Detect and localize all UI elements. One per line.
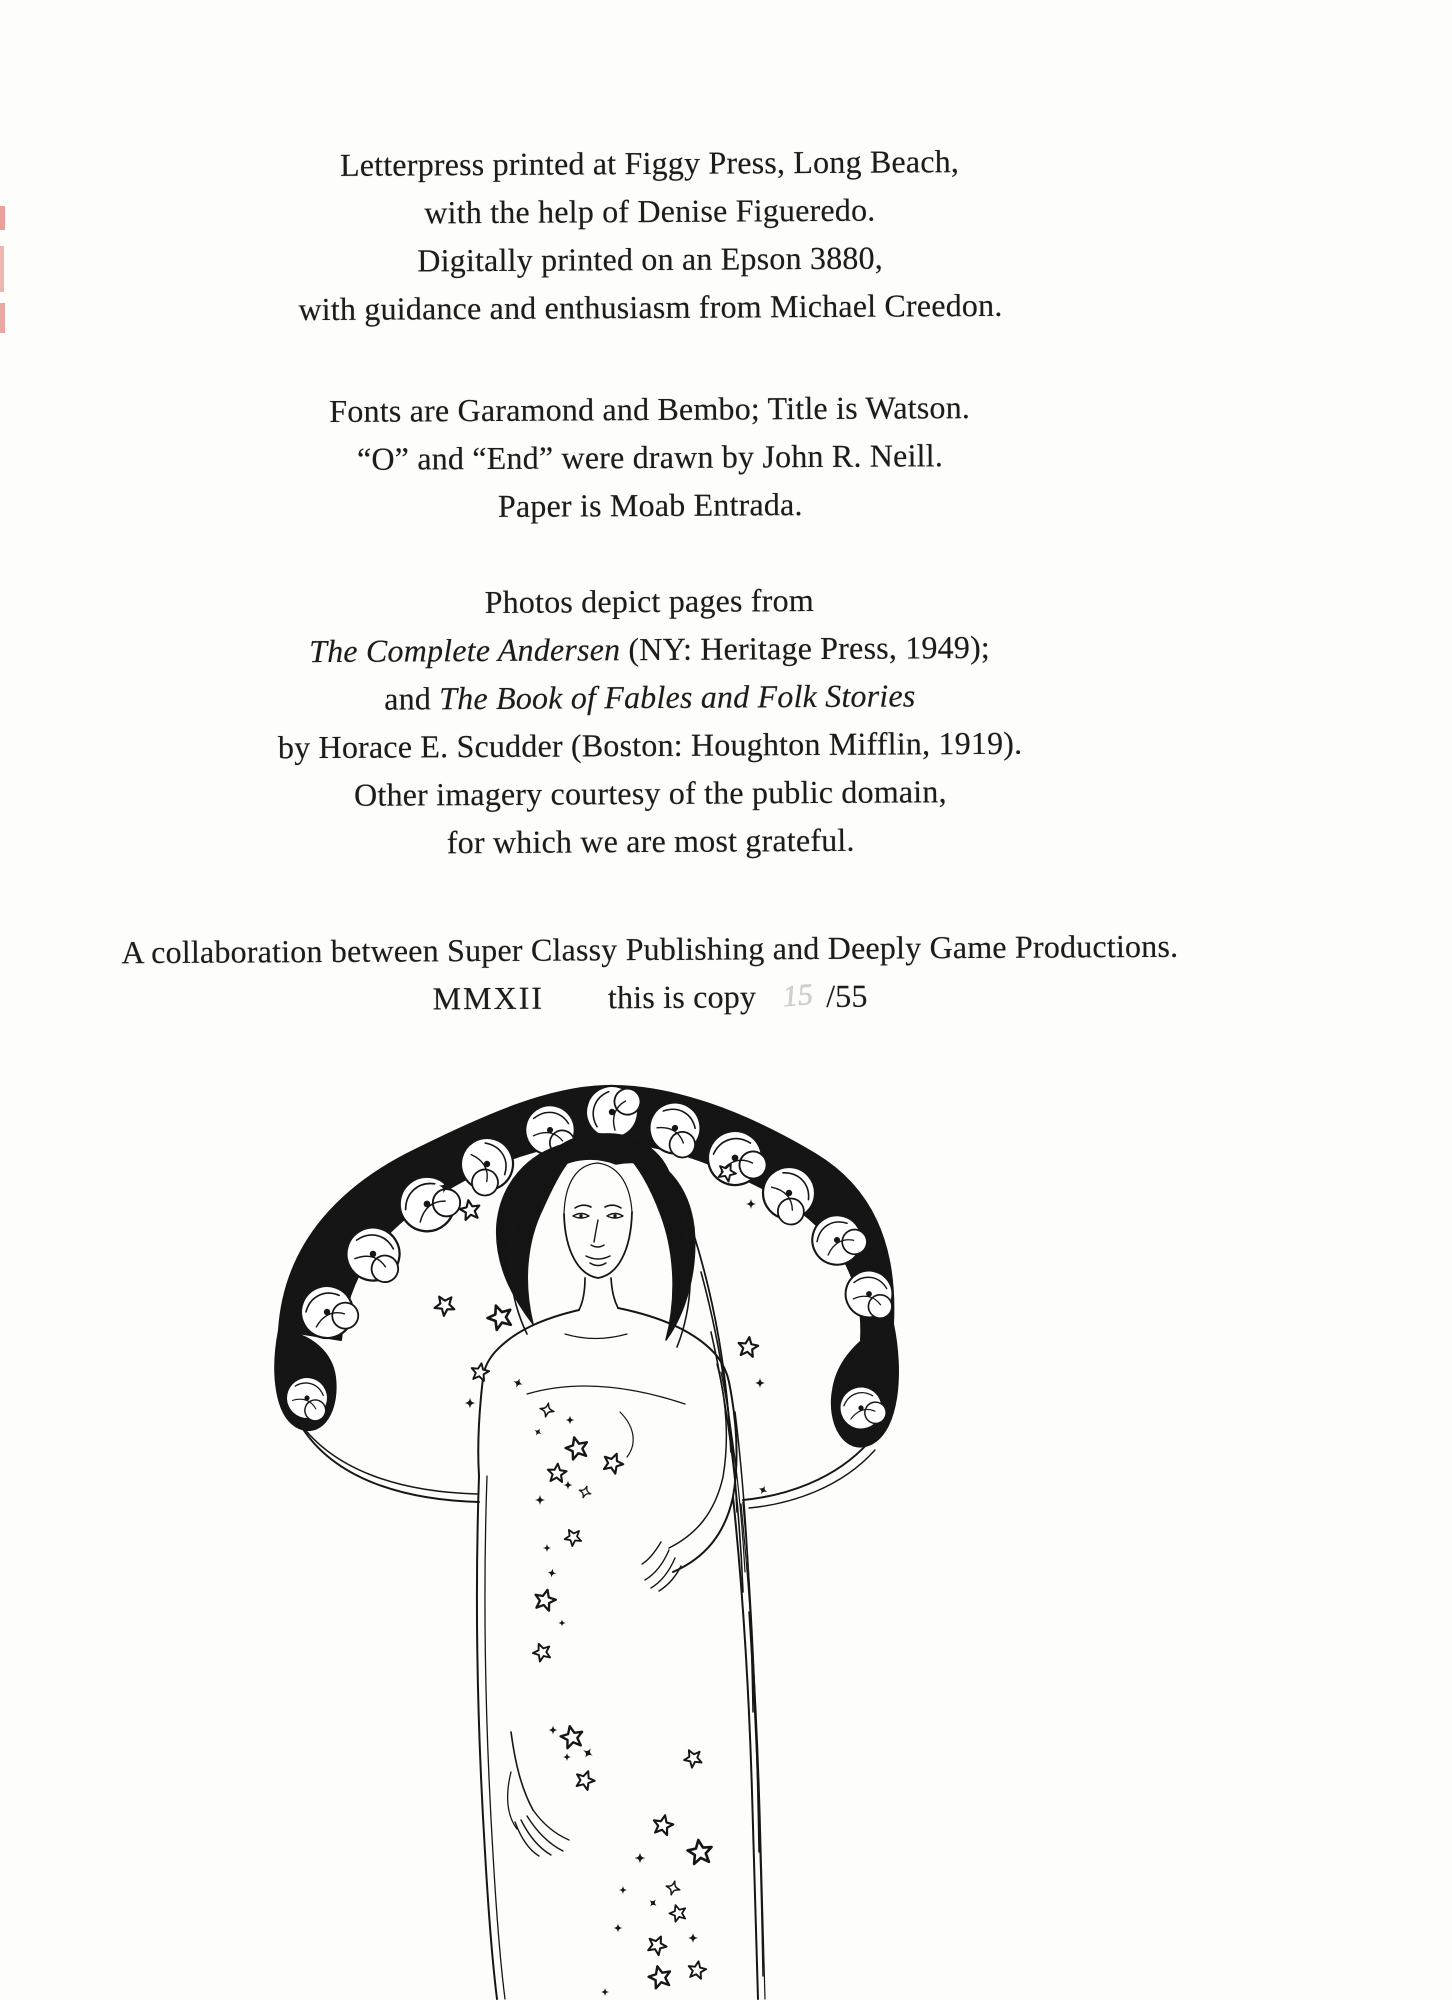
typography-line: Fonts are Garamond and Bembo; Title is Watson. <box>329 389 971 429</box>
endpiece-illustration <box>265 1072 905 2000</box>
credits-line: Other imagery courtesy of the public domain, <box>354 773 947 813</box>
photo-credits-paragraph <box>49 573 1251 868</box>
printing-line: Digitally printed on an Epson 3880, <box>417 239 884 279</box>
copy-total: /55 <box>826 977 868 1014</box>
copy-label: this is copy <box>607 978 757 1016</box>
credits-line <box>49 621 1249 676</box>
red-edge-mark <box>0 206 5 230</box>
typography-line: “O” and “End” were drawn by John R. Neill. <box>356 437 944 477</box>
typography-credits-paragraph <box>50 381 1251 532</box>
book-title: The Book of Fables and Folk Stories <box>439 677 916 717</box>
edition-paragraph <box>50 921 1251 1026</box>
red-edge-mark <box>0 246 4 292</box>
credits-line: for which we are most grateful. <box>446 821 855 861</box>
printing-line: Letterpress printed at Figgy Press, Long Beach, <box>339 143 960 183</box>
red-edge-mark <box>0 303 5 333</box>
credits-line <box>50 669 1250 724</box>
limitation-line <box>50 969 1250 1026</box>
printing-line: with guidance and enthusiasm from Michael Creedon. <box>298 286 1003 328</box>
credits-line: by Horace E. Scudder (Boston: Houghton Mifflin, 1919). <box>277 724 1023 766</box>
collaboration-line: A collaboration between Super Classy Publishing and Deeply Game Productions. <box>121 927 1179 971</box>
typography-line: Paper is Moab Entrada. <box>497 486 803 524</box>
scattered-stars <box>432 1160 769 1996</box>
credits-line: Photos depict pages from <box>484 581 814 621</box>
book-title: The Complete Andersen <box>309 631 621 670</box>
printing-credits-paragraph <box>49 135 1250 334</box>
year-roman-numeral: MMXII <box>432 979 545 1017</box>
star-gown <box>477 1476 765 1999</box>
credits-text: (NY: Heritage Press, 1949); <box>620 628 991 668</box>
credits-text: and <box>384 680 440 717</box>
flowing-hair <box>497 1134 763 1976</box>
handwritten-copy-number: 15 <box>781 977 815 1014</box>
printing-line: with the help of Denise Figueredo. <box>424 191 876 231</box>
